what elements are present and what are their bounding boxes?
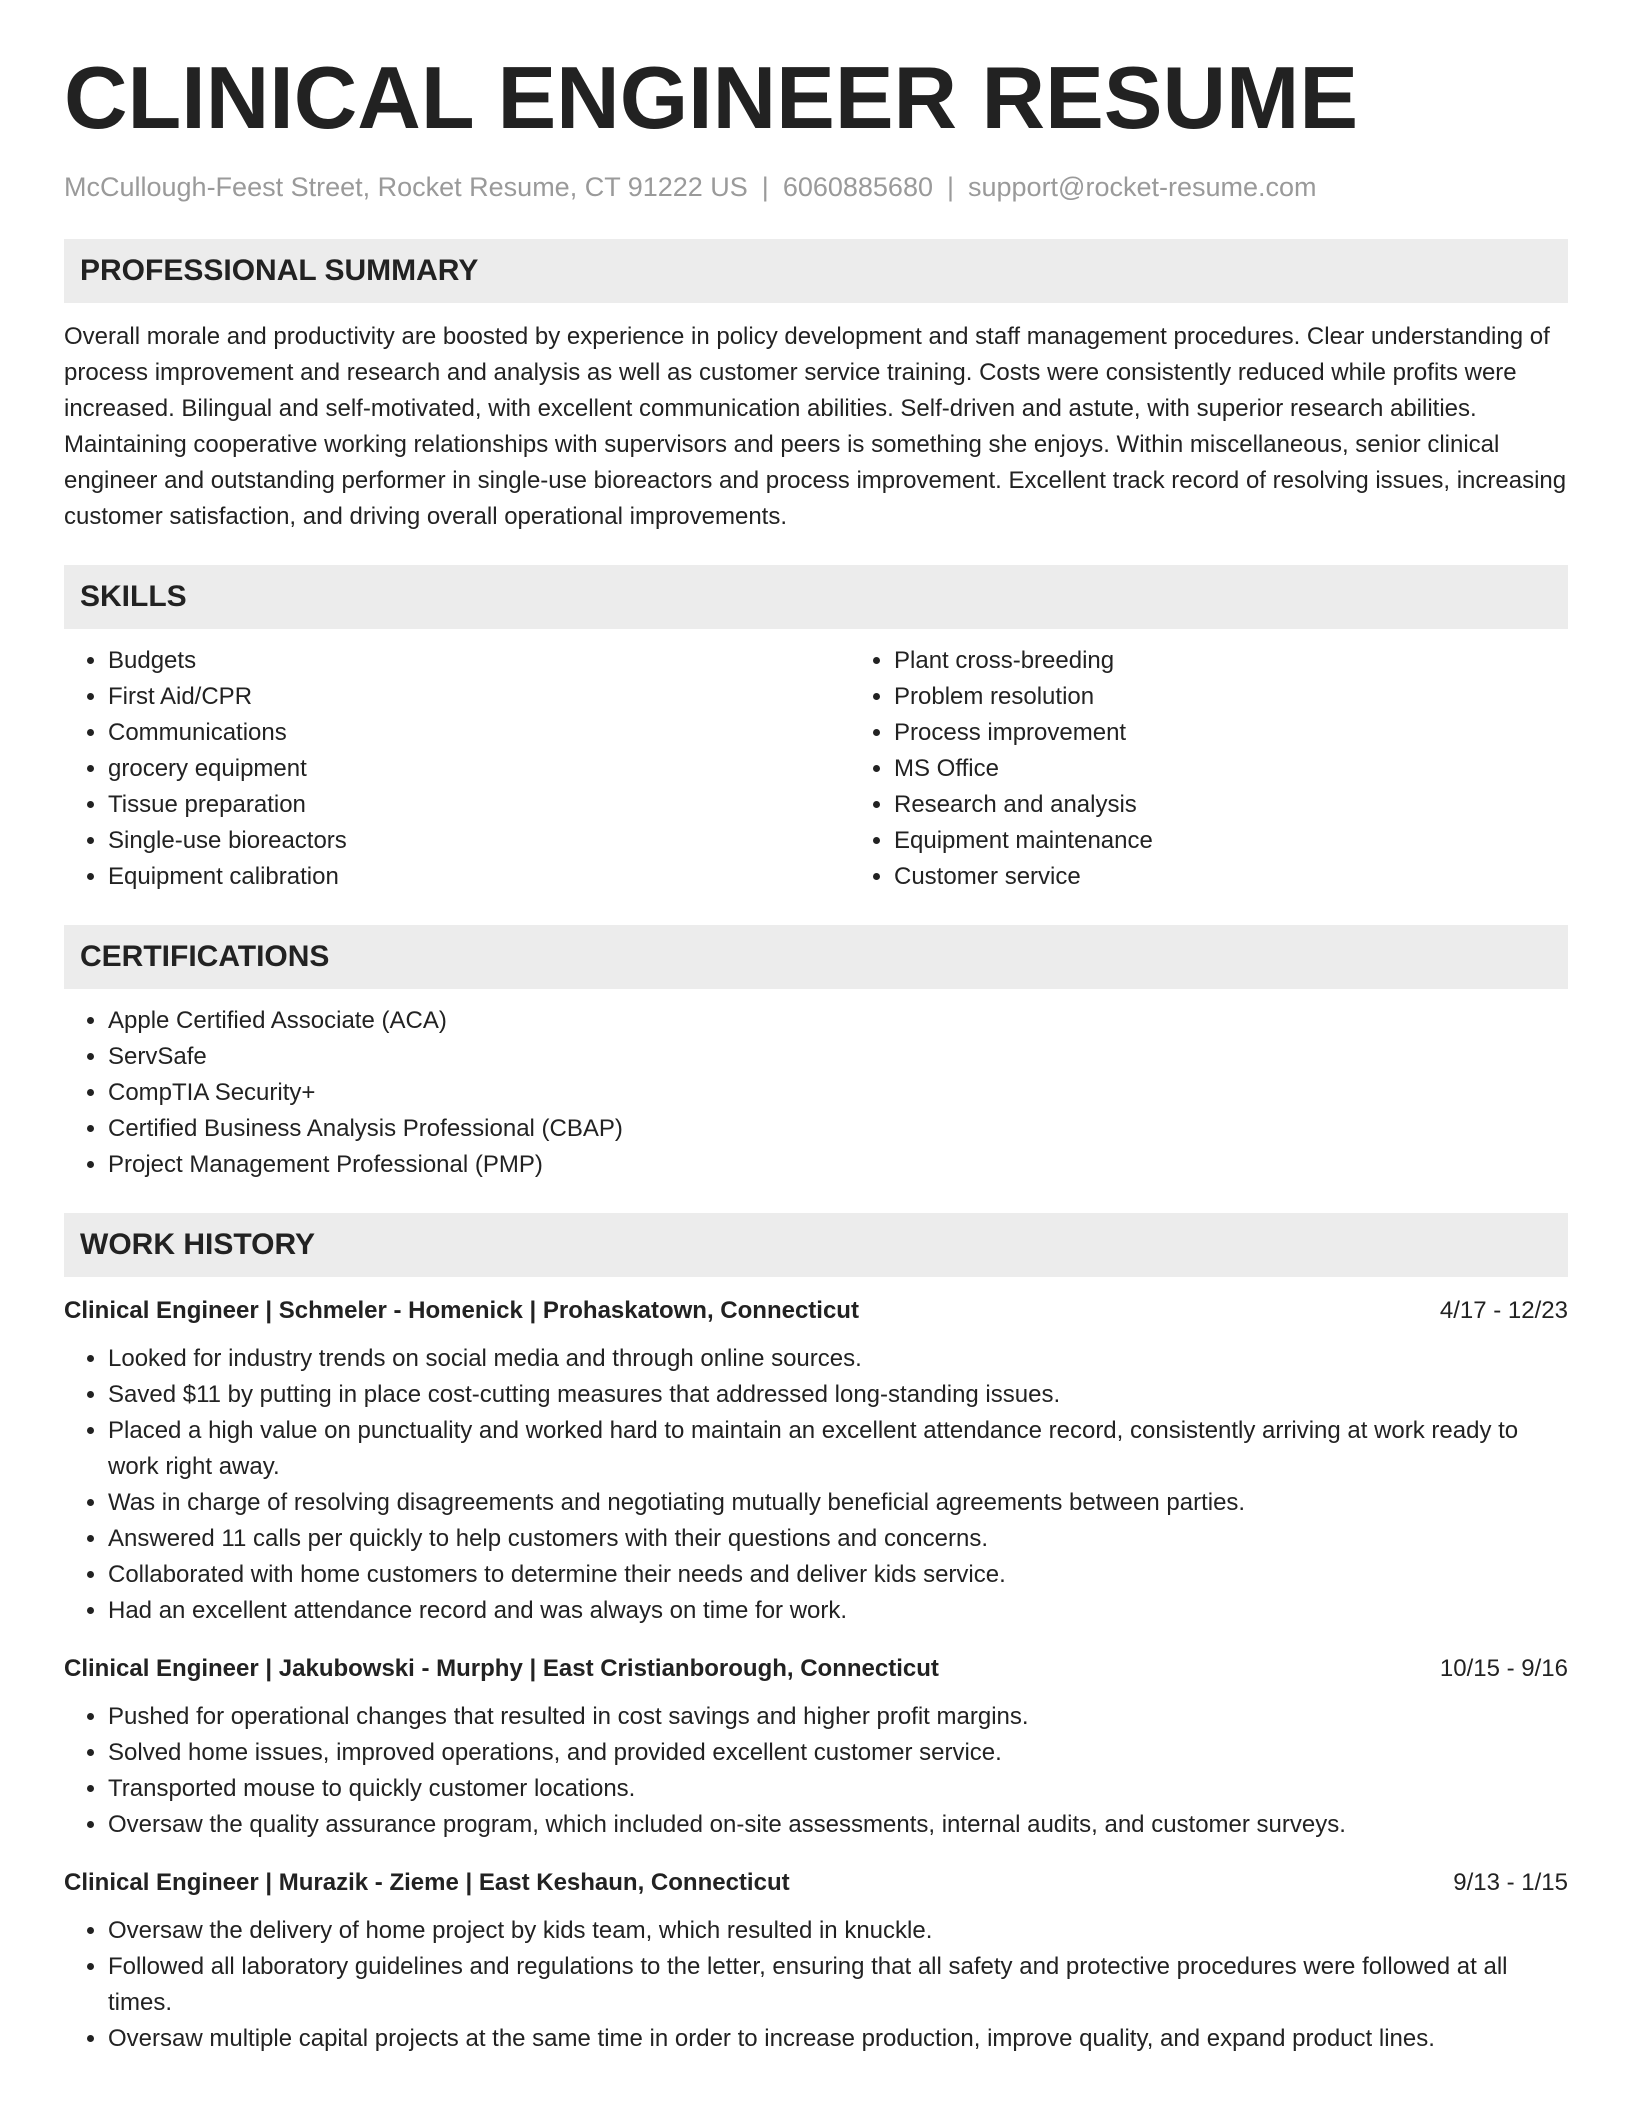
certification-item: • ServSafe: [108, 1039, 1568, 1075]
job-bullet: • Solved home issues, improved operations, and provided excellent customer service.: [108, 1735, 1568, 1771]
skill-item: • grocery equipment: [108, 751, 850, 787]
job-bullet: • Oversaw multiple capital projects at the same time in order to increase production, improve quality, and expand product lines.: [108, 2021, 1568, 2057]
skill-item: • Equipment maintenance: [894, 823, 1632, 859]
section-header-skills: SKILLS: [64, 565, 1568, 629]
skills-list-left: [64, 643, 850, 895]
certification-item: • Project Management Professional (PMP): [108, 1147, 1568, 1183]
contact-line: [64, 172, 1568, 203]
job-bullet: • Saved $11 by putting in place cost-cutting measures that addressed long-standing issues.: [108, 1377, 1568, 1413]
contact-separator: |: [761, 172, 769, 202]
section-header-summary: PROFESSIONAL SUMMARY: [64, 239, 1568, 303]
job-dates: 9/13 - 1/15: [1453, 1869, 1568, 1896]
certification-item: • Certified Business Analysis Professional (CBAP): [108, 1111, 1568, 1147]
skill-item: • Tissue preparation: [108, 787, 850, 823]
job-bullet: • Pushed for operational changes that resulted in cost savings and higher profit margins.: [108, 1699, 1568, 1735]
skill-item: • Process improvement: [894, 715, 1632, 751]
skill-item: • Budgets: [108, 643, 850, 679]
contact-email: support@rocket-resume.com: [968, 172, 1317, 202]
job-bullet: • Was in charge of resolving disagreements and negotiating mutually beneficial agreements between parties.: [108, 1485, 1568, 1521]
job-bullet: • Oversaw the delivery of home project by kids team, which resulted in knuckle.: [108, 1913, 1568, 1949]
resume-title: CLINICAL ENGINEER RESUME: [64, 48, 1359, 147]
job-header: [64, 1295, 1568, 1327]
job-entry: [64, 1653, 1568, 1843]
skill-item: • Research and analysis: [894, 787, 1632, 823]
job-bullets: [64, 1913, 1568, 2057]
contact-address: McCullough-Feest Street, Rocket Resume, CT 91222 US: [64, 172, 748, 202]
job-bullet: • Collaborated with home customers to determine their needs and deliver kids service.: [108, 1557, 1568, 1593]
summary-text: Overall morale and productivity are boosted by experience in policy development and staff management procedures. Clear understanding of process improvement and research and analysis as well as customer service training. Costs were consistently reduced while profits were increased. Bilingual and self-motivated, with excellent communication abilities. Self-driven and astute, with superior research abilities. Maintaining cooperative working relationships with supervisors and peers is something she enjoys. Within miscellaneous, senior clinical engineer and outstanding performer in single-use bioreactors and process improvement. Excellent track record of resolving issues, increasing customer satisfaction, and driving overall operational improvements.: [64, 323, 1567, 530]
contact-separator: |: [946, 172, 954, 202]
skill-item: • Single-use bioreactors: [108, 823, 850, 859]
job-bullet: • Transported mouse to quickly customer locations.: [108, 1771, 1568, 1807]
job-bullet: • Looked for industry trends on social media and through online sources.: [108, 1341, 1568, 1377]
skill-item: • Plant cross-breeding: [894, 643, 1632, 679]
job-title: Clinical Engineer | Jakubowski - Murphy | East Cristianborough, Connecticut: [64, 1655, 939, 1682]
job-dates: 4/17 - 12/23: [1439, 1297, 1568, 1324]
job-bullet: • Answered 11 calls per quickly to help customers with their questions and concerns.: [108, 1521, 1568, 1557]
job-bullet: • Followed all laboratory guidelines and regulations to the letter, ensuring that all safety and protective procedures were followed at all times.: [108, 1949, 1568, 2021]
job-header: [64, 1867, 1568, 1899]
skill-item: • First Aid/CPR: [108, 679, 850, 715]
job-title: Clinical Engineer | Murazik - Zieme | East Keshaun, Connecticut: [64, 1869, 790, 1896]
job-dates: 10/15 - 9/16: [1439, 1655, 1568, 1682]
job-bullet: • Oversaw the quality assurance program, which included on-site assessments, internal audits, and customer surveys.: [108, 1807, 1568, 1843]
certification-item: • CompTIA Security+: [108, 1075, 1568, 1111]
job-bullet: • Had an excellent attendance record and was always on time for work.: [108, 1593, 1568, 1629]
skill-item: • MS Office: [894, 751, 1632, 787]
job-bullet: • Placed a high value on punctuality and worked hard to maintain an excellent attendance record, consistently arriving at work ready to work right away.: [108, 1413, 1568, 1485]
job-entry: [64, 1295, 1568, 1629]
skill-item: • Problem resolution: [894, 679, 1632, 715]
job-title: Clinical Engineer | Schmeler - Homenick | Prohaskatown, Connecticut: [64, 1297, 859, 1324]
job-entry: [64, 1867, 1568, 2057]
skills-grid: [64, 629, 1568, 895]
certifications-list: [64, 1003, 1568, 1183]
section-header-work-history: WORK HISTORY: [64, 1213, 1568, 1277]
job-bullets: [64, 1699, 1568, 1843]
job-bullets: [64, 1341, 1568, 1629]
certification-item: • Apple Certified Associate (ACA): [108, 1003, 1568, 1039]
skill-item: • Equipment calibration: [108, 859, 850, 895]
skill-item: • Customer service: [894, 859, 1632, 895]
contact-phone: 6060885680: [782, 172, 933, 202]
skill-item: • Communications: [108, 715, 850, 751]
section-header-certifications: CERTIFICATIONS: [64, 925, 1568, 989]
job-header: [64, 1653, 1568, 1685]
skills-list-right: [850, 643, 1632, 895]
